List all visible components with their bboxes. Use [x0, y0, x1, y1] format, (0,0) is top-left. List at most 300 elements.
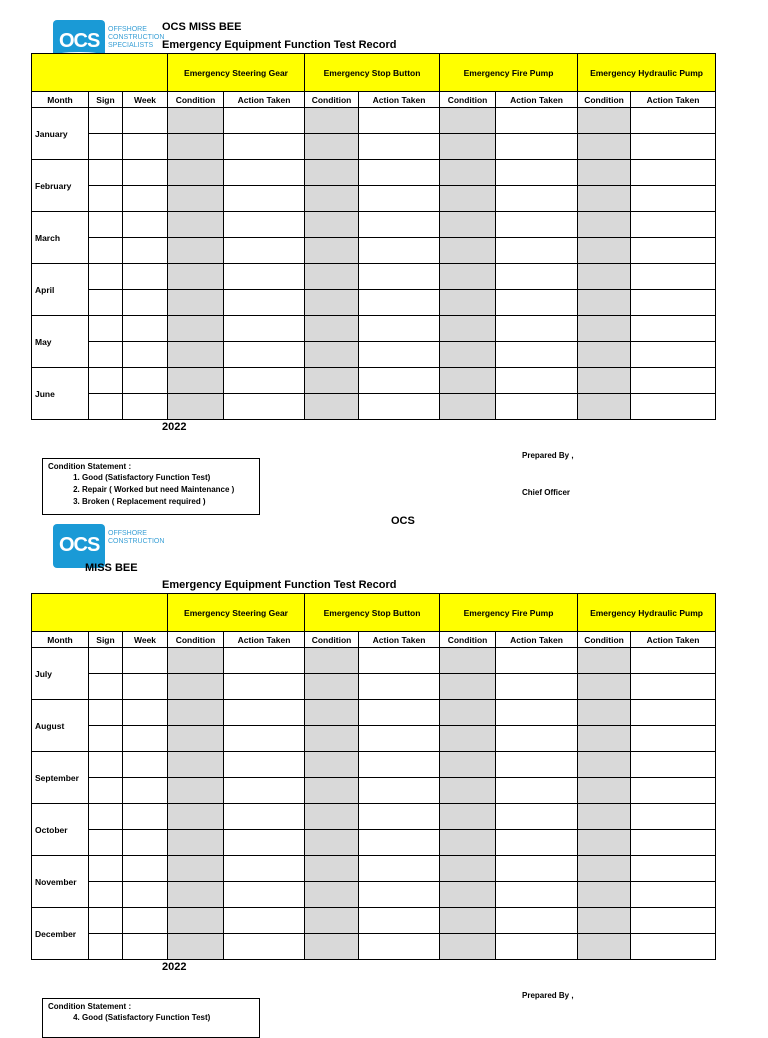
- week-cell[interactable]: [123, 186, 168, 212]
- sign-cell[interactable]: [89, 804, 123, 830]
- condition-cell[interactable]: [440, 134, 496, 160]
- condition-cell[interactable]: [440, 648, 496, 674]
- week-cell[interactable]: [123, 778, 168, 804]
- action-taken-cell[interactable]: [496, 648, 578, 674]
- action-taken-cell[interactable]: [224, 726, 305, 752]
- action-taken-cell[interactable]: [224, 674, 305, 700]
- condition-cell[interactable]: [305, 882, 359, 908]
- action-taken-cell[interactable]: [224, 752, 305, 778]
- action-taken-cell[interactable]: [359, 752, 440, 778]
- week-cell[interactable]: [123, 752, 168, 778]
- action-taken-cell[interactable]: [496, 212, 578, 238]
- action-taken-cell[interactable]: [631, 238, 716, 264]
- condition-cell[interactable]: [305, 238, 359, 264]
- sign-cell[interactable]: [89, 778, 123, 804]
- condition-cell[interactable]: [578, 186, 631, 212]
- action-taken-cell[interactable]: [224, 212, 305, 238]
- condition-cell[interactable]: [168, 700, 224, 726]
- action-taken-cell[interactable]: [496, 726, 578, 752]
- action-taken-cell[interactable]: [496, 908, 578, 934]
- action-taken-cell[interactable]: [224, 830, 305, 856]
- condition-cell[interactable]: [440, 160, 496, 186]
- col-action-taken: Action Taken: [631, 92, 716, 108]
- condition-cell[interactable]: [578, 830, 631, 856]
- condition-cell[interactable]: [578, 342, 631, 368]
- sign-cell[interactable]: [89, 648, 123, 674]
- action-taken-cell[interactable]: [359, 368, 440, 394]
- condition-cell[interactable]: [305, 186, 359, 212]
- condition-cell[interactable]: [578, 264, 631, 290]
- week-cell[interactable]: [123, 160, 168, 186]
- action-taken-cell[interactable]: [631, 134, 716, 160]
- week-cell[interactable]: [123, 394, 168, 420]
- action-taken-cell[interactable]: [631, 934, 716, 960]
- condition-cell[interactable]: [578, 394, 631, 420]
- action-taken-cell[interactable]: [359, 238, 440, 264]
- condition-cell[interactable]: [168, 108, 224, 134]
- action-taken-cell[interactable]: [631, 394, 716, 420]
- week-cell[interactable]: [123, 134, 168, 160]
- table-row: [32, 778, 716, 804]
- equipment-stop-button: Emergency Stop Button: [305, 54, 440, 92]
- condition-cell[interactable]: [578, 316, 631, 342]
- week-cell[interactable]: [123, 700, 168, 726]
- condition-cell[interactable]: [440, 342, 496, 368]
- action-taken-cell[interactable]: [359, 342, 440, 368]
- condition-cell[interactable]: [578, 700, 631, 726]
- condition-cell[interactable]: [305, 804, 359, 830]
- condition-cell[interactable]: [305, 316, 359, 342]
- action-taken-cell[interactable]: [359, 212, 440, 238]
- sign-cell[interactable]: [89, 934, 123, 960]
- col-condition: Condition: [578, 92, 631, 108]
- week-cell[interactable]: [123, 726, 168, 752]
- action-taken-cell[interactable]: [359, 908, 440, 934]
- table-row: [32, 134, 716, 160]
- sign-cell[interactable]: [89, 882, 123, 908]
- action-taken-cell[interactable]: [496, 394, 578, 420]
- prepared-by-label-2: Prepared By ,: [522, 991, 574, 1000]
- equipment-steering-gear: Emergency Steering Gear: [168, 54, 305, 92]
- column-header-row: [32, 632, 716, 648]
- action-taken-cell[interactable]: [224, 264, 305, 290]
- condition-cell[interactable]: [305, 648, 359, 674]
- action-taken-cell[interactable]: [631, 726, 716, 752]
- action-taken-cell[interactable]: [224, 342, 305, 368]
- condition-cell[interactable]: [578, 934, 631, 960]
- condition-cell[interactable]: [578, 648, 631, 674]
- table-row: [32, 316, 716, 342]
- condition-cell[interactable]: [440, 934, 496, 960]
- test-record-table-2: [31, 593, 716, 960]
- action-taken-cell[interactable]: [496, 830, 578, 856]
- action-taken-cell[interactable]: [224, 134, 305, 160]
- table-row: [32, 290, 716, 316]
- action-taken-cell[interactable]: [631, 752, 716, 778]
- condition-cell[interactable]: [440, 212, 496, 238]
- table-row: [32, 342, 716, 368]
- action-taken-cell[interactable]: [631, 882, 716, 908]
- action-taken-cell[interactable]: [496, 700, 578, 726]
- condition-cell[interactable]: [440, 238, 496, 264]
- condition-cell[interactable]: [578, 238, 631, 264]
- equipment-fire-pump: Emergency Fire Pump: [440, 54, 578, 92]
- col-condition: Condition: [578, 632, 631, 648]
- header-blank: [32, 54, 168, 92]
- condition-cell[interactable]: [305, 394, 359, 420]
- action-taken-cell[interactable]: [496, 752, 578, 778]
- condition-cell[interactable]: [578, 804, 631, 830]
- action-taken-cell[interactable]: [631, 778, 716, 804]
- action-taken-cell[interactable]: [224, 778, 305, 804]
- condition-cell[interactable]: [305, 290, 359, 316]
- condition-cell[interactable]: [440, 290, 496, 316]
- condition-cell[interactable]: [305, 134, 359, 160]
- condition-cell[interactable]: [440, 830, 496, 856]
- action-taken-cell[interactable]: [359, 394, 440, 420]
- action-taken-cell[interactable]: [359, 882, 440, 908]
- equipment-header-row: [32, 54, 716, 92]
- condition-cell[interactable]: [440, 908, 496, 934]
- condition-cell[interactable]: [305, 830, 359, 856]
- sign-cell[interactable]: [89, 160, 123, 186]
- condition-cell[interactable]: [578, 726, 631, 752]
- condition-cell[interactable]: [440, 368, 496, 394]
- week-cell[interactable]: [123, 316, 168, 342]
- col-condition: Condition: [440, 632, 496, 648]
- condition-cell[interactable]: [578, 134, 631, 160]
- record-year: 2022: [162, 421, 187, 433]
- action-taken-cell[interactable]: [496, 264, 578, 290]
- sign-cell[interactable]: [89, 290, 123, 316]
- action-taken-cell[interactable]: [631, 290, 716, 316]
- table-row: [32, 160, 716, 186]
- action-taken-cell[interactable]: [224, 648, 305, 674]
- col-condition: Condition: [168, 632, 224, 648]
- action-taken-cell[interactable]: [631, 804, 716, 830]
- action-taken-cell[interactable]: [359, 290, 440, 316]
- action-taken-cell[interactable]: [496, 934, 578, 960]
- action-taken-cell[interactable]: [631, 264, 716, 290]
- action-taken-cell[interactable]: [496, 186, 578, 212]
- action-taken-cell[interactable]: [224, 934, 305, 960]
- condition-cell[interactable]: [440, 108, 496, 134]
- week-cell[interactable]: [123, 264, 168, 290]
- week-cell[interactable]: [123, 290, 168, 316]
- sign-cell[interactable]: [89, 394, 123, 420]
- condition-cell[interactable]: [168, 856, 224, 882]
- col-condition: Condition: [305, 632, 359, 648]
- action-taken-cell[interactable]: [631, 830, 716, 856]
- condition-cell[interactable]: [168, 134, 224, 160]
- action-taken-cell[interactable]: [631, 908, 716, 934]
- action-taken-cell[interactable]: [496, 882, 578, 908]
- col-action-taken: Action Taken: [224, 92, 305, 108]
- table-row: [32, 830, 716, 856]
- condition-cell[interactable]: [305, 856, 359, 882]
- month-label: January: [32, 108, 89, 160]
- condition-cell[interactable]: [305, 108, 359, 134]
- condition-cell[interactable]: [305, 726, 359, 752]
- condition-cell[interactable]: [168, 674, 224, 700]
- condition-cell[interactable]: [578, 778, 631, 804]
- condition-cell[interactable]: [168, 316, 224, 342]
- condition-cell[interactable]: [305, 908, 359, 934]
- condition-cell[interactable]: [440, 700, 496, 726]
- condition-cell[interactable]: [578, 752, 631, 778]
- equipment-steering-gear: Emergency Steering Gear: [168, 594, 305, 632]
- action-taken-cell[interactable]: [224, 368, 305, 394]
- action-taken-cell[interactable]: [224, 316, 305, 342]
- action-taken-cell[interactable]: [224, 238, 305, 264]
- sign-cell[interactable]: [89, 700, 123, 726]
- condition-good: 4. Good (Satisfactory Function Test): [82, 1012, 259, 1024]
- action-taken-cell[interactable]: [224, 186, 305, 212]
- condition-cell[interactable]: [440, 264, 496, 290]
- condition-cell[interactable]: [168, 212, 224, 238]
- condition-cell[interactable]: [578, 908, 631, 934]
- col-condition: Condition: [440, 92, 496, 108]
- sign-cell[interactable]: [89, 316, 123, 342]
- action-taken-cell[interactable]: [496, 368, 578, 394]
- week-cell[interactable]: [123, 648, 168, 674]
- condition-cell[interactable]: [440, 186, 496, 212]
- condition-good: 1. Good (Satisfactory Function Test): [82, 472, 259, 484]
- action-taken-cell[interactable]: [359, 778, 440, 804]
- record-title: Emergency Equipment Function Test Record: [162, 39, 397, 51]
- condition-cell[interactable]: [305, 264, 359, 290]
- equipment-hydraulic-pump: Emergency Hydraulic Pump: [578, 54, 716, 92]
- action-taken-cell[interactable]: [631, 316, 716, 342]
- action-taken-cell[interactable]: [631, 674, 716, 700]
- col-sign: Sign: [89, 92, 123, 108]
- condition-cell[interactable]: [168, 752, 224, 778]
- sign-cell[interactable]: [89, 186, 123, 212]
- action-taken-cell[interactable]: [631, 186, 716, 212]
- action-taken-cell[interactable]: [496, 290, 578, 316]
- company-logo-2: [53, 524, 165, 556]
- condition-cell[interactable]: [168, 804, 224, 830]
- action-taken-cell[interactable]: [359, 134, 440, 160]
- sign-cell[interactable]: [89, 264, 123, 290]
- condition-cell[interactable]: [168, 342, 224, 368]
- sign-cell[interactable]: [89, 108, 123, 134]
- condition-cell[interactable]: [305, 368, 359, 394]
- action-taken-cell[interactable]: [631, 700, 716, 726]
- condition-cell[interactable]: [440, 726, 496, 752]
- table-row: [32, 934, 716, 960]
- condition-cell[interactable]: [168, 778, 224, 804]
- col-action-taken: Action Taken: [359, 632, 440, 648]
- sign-cell[interactable]: [89, 908, 123, 934]
- condition-cell[interactable]: [578, 674, 631, 700]
- table-row: [32, 752, 716, 778]
- condition-cell[interactable]: [578, 368, 631, 394]
- sign-cell[interactable]: [89, 212, 123, 238]
- condition-cell[interactable]: [168, 238, 224, 264]
- month-label: December: [32, 908, 89, 960]
- action-taken-cell[interactable]: [631, 342, 716, 368]
- action-taken-cell[interactable]: [496, 316, 578, 342]
- condition-cell[interactable]: [578, 160, 631, 186]
- action-taken-cell[interactable]: [359, 108, 440, 134]
- action-taken-cell[interactable]: [631, 212, 716, 238]
- action-taken-cell[interactable]: [359, 726, 440, 752]
- month-label: June: [32, 368, 89, 420]
- test-record-table-1: [31, 53, 716, 420]
- sign-cell[interactable]: [89, 674, 123, 700]
- condition-statement-heading: Condition Statement :: [48, 1002, 132, 1011]
- action-taken-cell[interactable]: [496, 804, 578, 830]
- condition-cell[interactable]: [168, 830, 224, 856]
- action-taken-cell[interactable]: [631, 856, 716, 882]
- action-taken-cell[interactable]: [359, 856, 440, 882]
- action-taken-cell[interactable]: [359, 264, 440, 290]
- week-cell[interactable]: [123, 882, 168, 908]
- table-row: [32, 882, 716, 908]
- sign-cell[interactable]: [89, 238, 123, 264]
- action-taken-cell[interactable]: [359, 674, 440, 700]
- condition-cell[interactable]: [305, 778, 359, 804]
- condition-cell[interactable]: [168, 934, 224, 960]
- week-cell[interactable]: [123, 238, 168, 264]
- vessel-name-2: MISS BEE: [85, 562, 138, 574]
- condition-cell[interactable]: [440, 778, 496, 804]
- condition-cell[interactable]: [168, 726, 224, 752]
- table-row: [32, 726, 716, 752]
- sign-cell[interactable]: [89, 134, 123, 160]
- condition-cell[interactable]: [578, 856, 631, 882]
- action-taken-cell[interactable]: [224, 290, 305, 316]
- action-taken-cell[interactable]: [224, 700, 305, 726]
- action-taken-cell[interactable]: [631, 160, 716, 186]
- condition-cell[interactable]: [305, 700, 359, 726]
- week-cell[interactable]: [123, 934, 168, 960]
- table-row: [32, 908, 716, 934]
- record-title-2: Emergency Equipment Function Test Record: [162, 579, 397, 591]
- condition-cell[interactable]: [168, 264, 224, 290]
- col-sign: Sign: [89, 632, 123, 648]
- col-week: Week: [123, 632, 168, 648]
- week-cell[interactable]: [123, 342, 168, 368]
- month-label: March: [32, 212, 89, 264]
- sign-cell[interactable]: [89, 752, 123, 778]
- condition-cell[interactable]: [305, 674, 359, 700]
- condition-cell[interactable]: [440, 804, 496, 830]
- action-taken-cell[interactable]: [359, 648, 440, 674]
- week-cell[interactable]: [123, 830, 168, 856]
- action-taken-cell[interactable]: [359, 186, 440, 212]
- condition-cell[interactable]: [305, 934, 359, 960]
- table-row: [32, 856, 716, 882]
- condition-cell[interactable]: [168, 186, 224, 212]
- condition-cell[interactable]: [168, 908, 224, 934]
- table-row: [32, 394, 716, 420]
- action-taken-cell[interactable]: [359, 934, 440, 960]
- sign-cell[interactable]: [89, 856, 123, 882]
- action-taken-cell[interactable]: [496, 342, 578, 368]
- action-taken-cell[interactable]: [496, 238, 578, 264]
- action-taken-cell[interactable]: [496, 160, 578, 186]
- action-taken-cell[interactable]: [496, 778, 578, 804]
- col-condition: Condition: [168, 92, 224, 108]
- condition-cell[interactable]: [578, 212, 631, 238]
- action-taken-cell[interactable]: [224, 804, 305, 830]
- condition-cell[interactable]: [440, 316, 496, 342]
- condition-cell[interactable]: [168, 882, 224, 908]
- condition-cell[interactable]: [440, 856, 496, 882]
- action-taken-cell[interactable]: [224, 882, 305, 908]
- condition-cell[interactable]: [578, 108, 631, 134]
- condition-cell[interactable]: [305, 160, 359, 186]
- condition-cell[interactable]: [440, 394, 496, 420]
- action-taken-cell[interactable]: [496, 674, 578, 700]
- col-month: Month: [32, 632, 89, 648]
- action-taken-cell[interactable]: [359, 804, 440, 830]
- condition-statement-box: [42, 458, 260, 515]
- action-taken-cell[interactable]: [224, 394, 305, 420]
- table-row: [32, 186, 716, 212]
- sign-cell[interactable]: [89, 342, 123, 368]
- condition-broken: 3. Broken ( Replacement required ): [82, 496, 259, 508]
- week-cell[interactable]: [123, 368, 168, 394]
- condition-cell[interactable]: [440, 674, 496, 700]
- sign-cell[interactable]: [89, 368, 123, 394]
- action-taken-cell[interactable]: [359, 830, 440, 856]
- action-taken-cell[interactable]: [224, 908, 305, 934]
- column-header-row: [32, 92, 716, 108]
- action-taken-cell[interactable]: [359, 160, 440, 186]
- month-label: April: [32, 264, 89, 316]
- condition-cell[interactable]: [305, 752, 359, 778]
- condition-cell[interactable]: [578, 882, 631, 908]
- condition-cell[interactable]: [305, 212, 359, 238]
- condition-cell[interactable]: [168, 394, 224, 420]
- condition-cell[interactable]: [305, 342, 359, 368]
- week-cell[interactable]: [123, 212, 168, 238]
- action-taken-cell[interactable]: [496, 856, 578, 882]
- week-cell[interactable]: [123, 856, 168, 882]
- action-taken-cell[interactable]: [631, 108, 716, 134]
- week-cell[interactable]: [123, 108, 168, 134]
- action-taken-cell[interactable]: [359, 700, 440, 726]
- condition-cell[interactable]: [440, 882, 496, 908]
- col-month: Month: [32, 92, 89, 108]
- action-taken-cell[interactable]: [224, 160, 305, 186]
- action-taken-cell[interactable]: [224, 108, 305, 134]
- sign-cell[interactable]: [89, 830, 123, 856]
- action-taken-cell[interactable]: [224, 856, 305, 882]
- week-cell[interactable]: [123, 674, 168, 700]
- week-cell[interactable]: [123, 908, 168, 934]
- action-taken-cell[interactable]: [359, 316, 440, 342]
- action-taken-cell[interactable]: [631, 368, 716, 394]
- month-label: July: [32, 648, 89, 700]
- action-taken-cell[interactable]: [631, 648, 716, 674]
- week-cell[interactable]: [123, 804, 168, 830]
- condition-cell[interactable]: [440, 752, 496, 778]
- action-taken-cell[interactable]: [496, 108, 578, 134]
- condition-cell[interactable]: [578, 290, 631, 316]
- condition-cell[interactable]: [168, 368, 224, 394]
- condition-cell[interactable]: [168, 290, 224, 316]
- sign-cell[interactable]: [89, 726, 123, 752]
- col-action-taken: Action Taken: [496, 632, 578, 648]
- action-taken-cell[interactable]: [496, 134, 578, 160]
- condition-cell[interactable]: [168, 648, 224, 674]
- condition-cell[interactable]: [168, 160, 224, 186]
- col-action-taken: Action Taken: [359, 92, 440, 108]
